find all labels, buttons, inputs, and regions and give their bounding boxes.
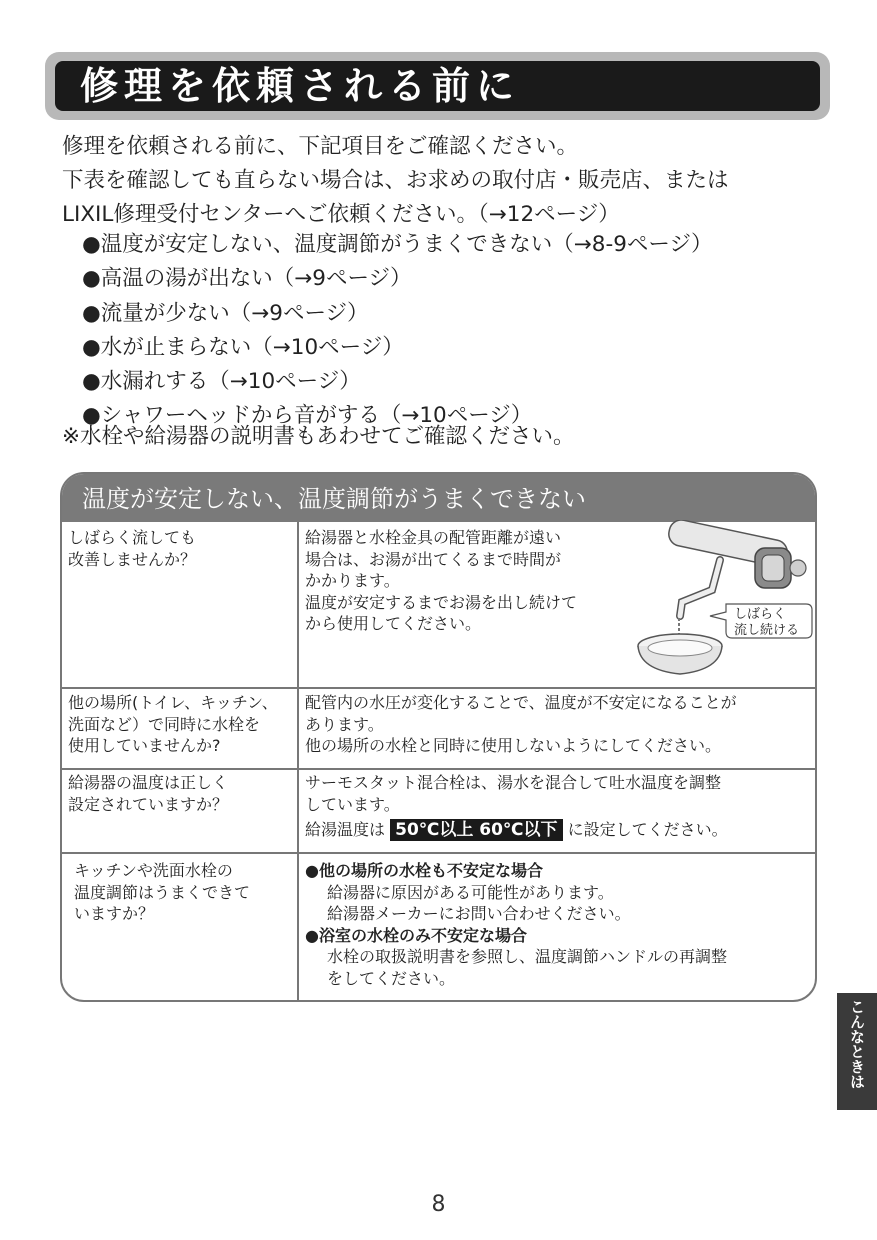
table-header-title: 温度が安定しない、温度調節がうまくできない (82, 485, 586, 513)
cell-line: サーモスタット混合栓は、湯水を混合して吐水温度を調整 (305, 773, 722, 792)
table-row-question (68, 692, 278, 757)
intro-line: 修理を依頼される前に、下記項目をご確認ください。 (62, 134, 579, 159)
cell-line: 給湯器に原因がある可能性があります。 (327, 882, 614, 902)
temp-setting-suffix: に設定してください。 (567, 820, 728, 839)
cell-line (305, 819, 728, 842)
symptom-item[interactable]: ●シャワーヘッドから音がする（→10ページ） (82, 403, 533, 429)
cell-line: 洗面など）で同時に水栓を (68, 714, 261, 734)
page-number: 8 (431, 1192, 446, 1217)
symptom-item[interactable]: ●温度が安定しない、温度調節がうまくできない（→8-9ページ） (82, 232, 713, 257)
column-divider (297, 522, 299, 1002)
intro-line: 下表を確認しても直らない場合は、お求めの取付店・販売店、または (62, 168, 729, 193)
symptom-item[interactable]: ●水が止まらない（→10ページ） (82, 334, 404, 360)
illustration-label-line1: しばらく (734, 607, 787, 622)
cell-subheading: ●浴室の水栓のみ不安定な場合 (305, 925, 527, 945)
temp-range-badge: 50℃以上 60℃以下 (390, 819, 562, 841)
cell-line: 場合は、お湯が出てくるまで時間が (305, 549, 562, 569)
cell-line: 他の場所の水栓と同時に使用しないようにしてください。 (305, 736, 722, 755)
symptom-item[interactable]: ●水漏れする（→10ページ） (82, 369, 361, 395)
cell-line: 水栓の取扱説明書を参照し、温度調節ハンドルの再調整 (327, 947, 728, 966)
cell-line: あります。 (305, 714, 384, 734)
row-divider (62, 768, 815, 770)
side-tab-label: こんなときは (848, 999, 866, 1089)
table-row-question (74, 860, 250, 925)
row-divider (62, 687, 815, 689)
cell-line: かかります。 (305, 571, 400, 590)
temp-setting-prefix: 給湯温度は (305, 820, 386, 839)
cell-subheading: ●他の場所の水栓も不安定な場合 (305, 861, 543, 880)
faucet-basin-illustration (630, 520, 820, 685)
cell-line: キッチンや洗面水栓の (74, 861, 233, 880)
table-row-answer (305, 772, 728, 842)
cell-line: 他の場所(トイレ、キッチン、 (68, 693, 278, 712)
intro-line: LIXIL修理受付センターへご依頼ください。（→12ページ） (62, 202, 620, 227)
illustration-label-line2: 流し続ける (734, 623, 800, 638)
cell-line: 改善しませんか？ (68, 549, 197, 569)
cell-line: いますか？ (74, 904, 155, 923)
table-row-answer (305, 860, 727, 989)
cell-line: 使用していませんか? (68, 736, 221, 755)
cell-line: しばらく流しても (68, 528, 197, 547)
table-row-answer (305, 527, 577, 635)
cell-line: 配管内の水圧が変化することで、温度が不安定になることが (305, 693, 737, 712)
table-row-answer (305, 692, 737, 757)
note-text: ※水栓や給湯器の説明書もあわせてご確認ください。 (62, 424, 575, 449)
cell-line: 温度が安定するまでお湯を出し続けて (305, 592, 578, 612)
cell-line: 温度調節はうまくできて (74, 882, 251, 902)
cell-line: から使用してください。 (305, 614, 482, 633)
symptom-item[interactable]: ●高温の湯が出ない（→9ページ） (82, 266, 412, 292)
page-title: 修理を依頼される前に (80, 64, 521, 108)
cell-line: 給湯器メーカーにお問い合わせください。 (327, 904, 631, 923)
intro-text (62, 130, 832, 232)
symptom-item[interactable]: ●流量が少ない（→9ページ） (82, 300, 369, 326)
cell-line: 給湯器と水栓金具の配管距離が遠い (305, 528, 562, 547)
side-index-tab[interactable] (837, 993, 877, 1110)
symptom-list (82, 228, 712, 434)
cell-line: をしてください。 (327, 968, 456, 988)
cell-line: しています。 (305, 794, 400, 814)
cell-line: 給湯器の温度は正しく (68, 773, 229, 792)
table-row-question (68, 527, 196, 570)
row-divider (62, 852, 815, 854)
cell-line: 設定されていますか？ (68, 794, 229, 814)
table-row-question (68, 772, 228, 815)
